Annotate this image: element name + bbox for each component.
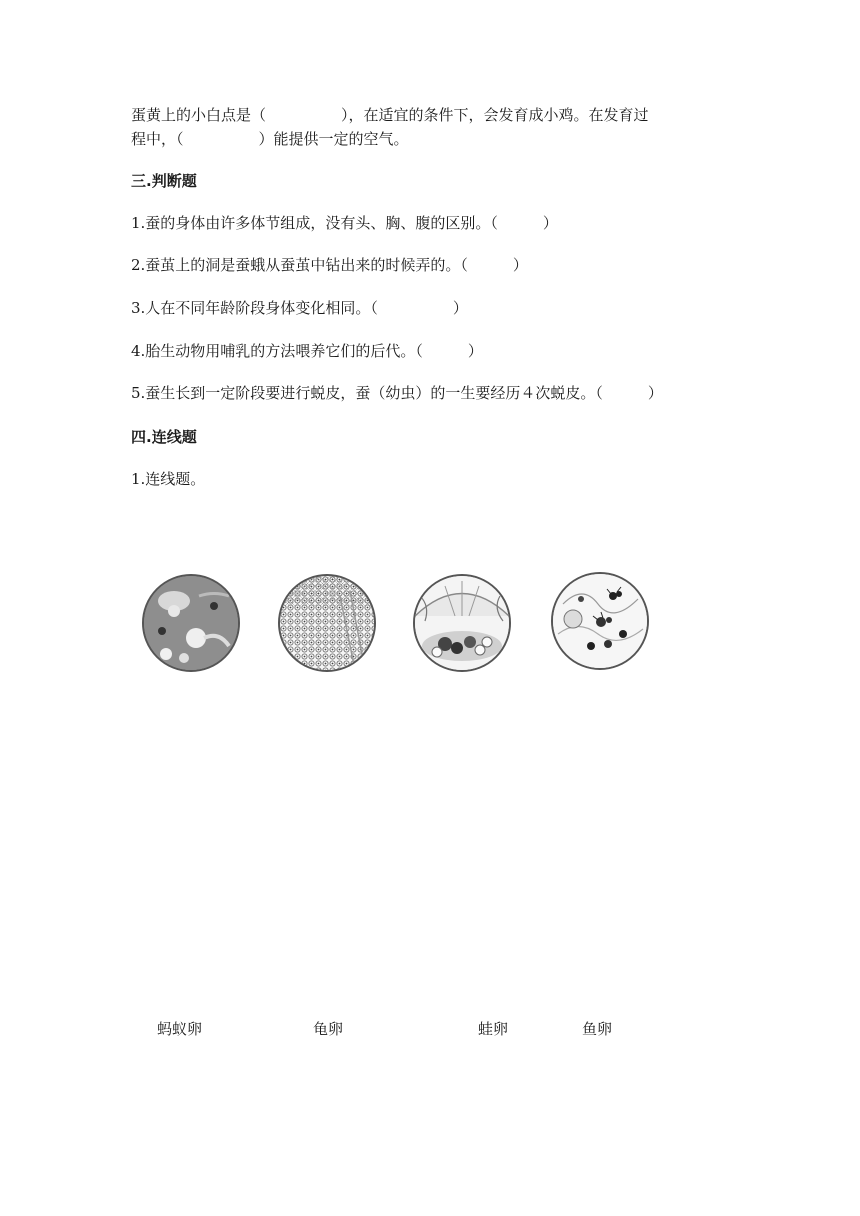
intro-line-1: 蛋黄上的小白点是（ ），在适宜的条件下，会发育成小鸡。在发育过 [131, 106, 649, 124]
fish-roe-photo-icon[interactable] [278, 574, 376, 672]
label-ant-eggs: 蚂蚁卵 [157, 1020, 203, 1038]
label-frog-eggs: 蛙卵 [478, 1020, 509, 1038]
judgment-item-3: 3.人在不同年龄阶段身体变化相同。（ ） [131, 299, 468, 317]
judgment-item-5: 5.蚕生长到一定阶段要进行蜕皮，蚕（幼虫）的一生要经历４次蜕皮。（ ） [131, 384, 663, 402]
judgment-item-2: 2.蚕茧上的洞是蚕蛾从蚕茧中钻出来的时候弄的。（ ） [131, 256, 528, 274]
turtle-eggs-photo-icon[interactable] [413, 574, 511, 672]
ant-eggs-photo-icon[interactable] [551, 572, 649, 670]
judgment-item-4: 4.胎生动物用哺乳的方法喂养它们的后代。（ ） [131, 342, 483, 360]
section-3-title: 三.判断题 [131, 172, 197, 190]
tadpole-eggs-photo-icon[interactable] [142, 574, 240, 672]
intro-line-2: 程中，（ ）能提供一定的空气。 [131, 130, 409, 148]
judgment-item-1: 1.蚕的身体由许多体节组成，没有头、胸、腹的区别。（ ） [131, 214, 558, 232]
label-fish-eggs: 鱼卵 [582, 1020, 613, 1038]
section-4-title: 四.连线题 [131, 428, 197, 446]
label-turtle-eggs: 龟卵 [313, 1020, 344, 1038]
matching-question: 1.连线题。 [131, 470, 206, 488]
